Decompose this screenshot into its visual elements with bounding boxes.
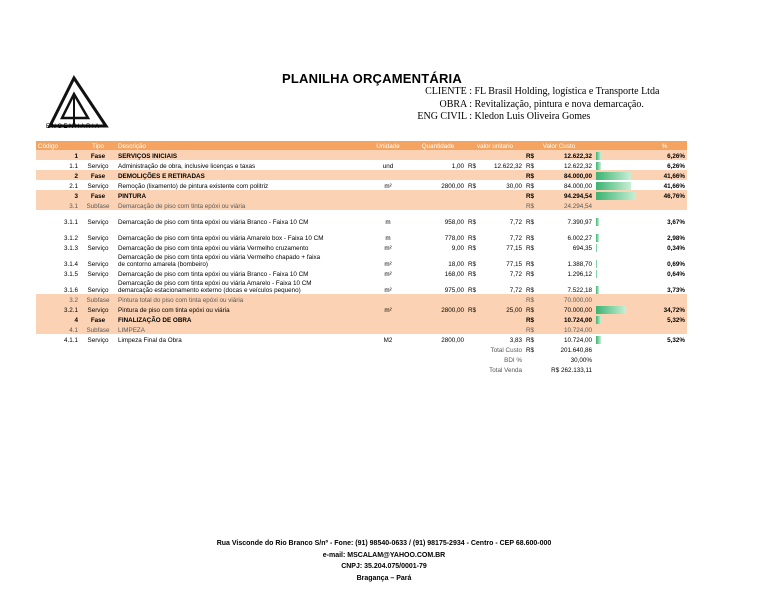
percent-bar <box>596 192 636 200</box>
row-currency: R$ <box>468 183 477 190</box>
bdi-label: BDI % <box>504 357 522 364</box>
row-currency: R$ <box>468 245 477 252</box>
row-currency: R$ <box>524 170 538 180</box>
row-description: LIMPEZA <box>116 324 366 334</box>
total-venda-row <box>36 364 687 374</box>
row-percent-bar <box>594 200 642 210</box>
row-type: Subfase <box>80 294 116 304</box>
col-codigo: Código <box>36 141 80 150</box>
row-currency: R$ <box>524 150 538 160</box>
table-row <box>36 160 687 170</box>
table-row <box>36 242 687 252</box>
row-quantity: 958,00 <box>444 219 464 226</box>
row-unit: m² <box>384 271 392 278</box>
row-type: Serviço <box>87 183 109 190</box>
row-cost: 10.724,00 <box>538 324 594 334</box>
row-percent: 2,98% <box>667 235 685 242</box>
row-currency <box>466 294 482 304</box>
row-unit: m² <box>384 245 392 252</box>
percent-bar <box>596 234 599 242</box>
row-unit-price: 12.622,32 <box>493 163 522 170</box>
row-percent-bar <box>594 170 642 180</box>
row-percent: 5,32% <box>667 337 685 344</box>
row-currency: R$ <box>526 337 535 344</box>
table-row <box>36 210 687 226</box>
row-currency: R$ <box>526 261 535 268</box>
row-quantity: 18,00 <box>448 261 464 268</box>
row-percent-bar <box>594 226 642 242</box>
row-quantity: 1,00 <box>451 163 464 170</box>
row-percent: 0,69% <box>667 261 685 268</box>
row-currency: R$ <box>526 287 535 294</box>
row-percent: 46,76% <box>642 190 687 200</box>
client-info <box>360 86 659 124</box>
row-description: Limpeza Final da Obra <box>118 337 182 344</box>
engineer-line: ENG CIVIL : Kledon Luis Oliveira Gomes <box>417 111 591 122</box>
row-description: Pintura de piso com tinta epóxi ou viária <box>116 304 366 314</box>
table-row <box>36 200 687 210</box>
row-cost: 1.296,12 <box>567 271 592 278</box>
row-quantity <box>410 324 466 334</box>
table-row <box>36 324 687 334</box>
row-description-line: Demarcação de piso com tinta epóxi ou viária Vermelho chapado + faixa <box>118 254 321 261</box>
table-row <box>36 304 687 314</box>
row-unit: m <box>385 219 391 226</box>
row-quantity <box>410 150 466 160</box>
bdi-row <box>36 354 687 364</box>
row-cost: 84.000,00 <box>563 183 592 190</box>
row-unit-price: 77,15 <box>506 245 522 252</box>
row-quantity <box>410 170 466 180</box>
row-unit-price: 7,72 <box>509 235 522 242</box>
row-code: 3.1.2 <box>63 235 78 242</box>
row-unit-price <box>482 170 524 180</box>
row-type: Fase <box>80 150 116 160</box>
row-unit <box>366 294 410 304</box>
row-unit <box>366 200 410 210</box>
table-row <box>36 226 687 242</box>
row-currency: R$ <box>524 324 538 334</box>
row-cost: 84.000,00 <box>538 170 594 180</box>
row-currency: R$ <box>526 235 535 242</box>
row-currency: R$ <box>526 183 535 190</box>
row-quantity: 778,00 <box>444 235 464 242</box>
table-row <box>36 334 687 344</box>
row-description: PINTURA <box>116 190 366 200</box>
row-code: 3.1.4 <box>63 261 78 268</box>
table-row <box>36 294 687 304</box>
row-cost: 12.622,32 <box>563 163 592 170</box>
row-percent-bar <box>594 190 642 200</box>
total-custo-value: 201.640,86 <box>560 347 592 354</box>
row-unit <box>366 150 410 160</box>
footer-email: e-mail: MSCALAM@YAHOO.COM.BR <box>322 551 446 559</box>
row-description: SERVIÇOS INICIAIS <box>116 150 366 160</box>
row-percent <box>642 294 687 304</box>
row-code: 3 <box>36 190 80 200</box>
row-description <box>116 252 366 268</box>
row-percent-bar <box>594 324 642 334</box>
row-cost: 10.724,00 <box>563 337 592 344</box>
row-quantity <box>410 200 466 210</box>
row-quantity <box>410 314 466 324</box>
row-code: 2 <box>36 170 80 180</box>
row-description <box>116 278 366 294</box>
row-currency: R$ <box>524 304 538 314</box>
row-cost: 12.622,32 <box>538 150 594 160</box>
row-description: Pintura total do piso com tinta epóxi ou viária <box>116 294 366 304</box>
row-currency: R$ <box>468 219 477 226</box>
percent-bar <box>596 270 597 278</box>
row-percent: 6,26% <box>642 150 687 160</box>
row-percent-bar <box>594 334 642 344</box>
table-row <box>36 190 687 200</box>
row-currency: R$ <box>524 190 538 200</box>
row-percent-bar <box>594 294 642 304</box>
total-venda-value: R$ 262.133,11 <box>551 367 592 374</box>
row-type: Serviço <box>80 304 116 314</box>
row-unit-price <box>482 200 524 210</box>
percent-bar <box>596 172 631 180</box>
row-description: FINALIZAÇÃO DE OBRA <box>116 314 366 324</box>
row-quantity: 9,00 <box>451 245 464 252</box>
row-percent-bar <box>594 268 642 278</box>
row-unit-price: 7,72 <box>509 287 522 294</box>
footer <box>0 538 768 584</box>
row-currency: R$ <box>526 245 535 252</box>
row-unit: und <box>382 163 394 170</box>
col-descricao: Descrição <box>116 141 366 150</box>
row-percent-bar <box>594 242 642 252</box>
row-code: 2.1 <box>69 183 78 190</box>
row-quantity <box>410 190 466 200</box>
col-valor-custo: Valor Custo <box>524 141 594 150</box>
row-percent: 5,32% <box>642 314 687 324</box>
footer-address: Rua Visconde do Rio Branco S/nº - Fone: (91) 98540-0633 / (91) 98175-2934 - Centro - CEP 68.600-000 <box>216 540 552 547</box>
percent-bar <box>596 336 601 344</box>
row-cost: 1.388,70 <box>567 261 592 268</box>
row-unit-price: 77,15 <box>506 261 522 268</box>
row-unit-price: 25,00 <box>482 304 524 314</box>
row-unit: M2 <box>383 337 393 344</box>
row-percent: 6,26% <box>667 163 685 170</box>
row-percent-bar <box>594 210 642 226</box>
row-currency <box>466 150 482 160</box>
row-cost: 7.522,18 <box>567 287 592 294</box>
row-type: Subfase <box>80 324 116 334</box>
col-quantidade: Quantidade <box>410 141 466 150</box>
row-quantity: 2800,00 <box>441 183 464 190</box>
percent-bar <box>596 260 597 268</box>
table-row <box>36 150 687 160</box>
percent-bar <box>596 244 597 252</box>
row-type: Fase <box>80 314 116 324</box>
row-unit-price <box>482 150 524 160</box>
row-type: Fase <box>80 190 116 200</box>
row-currency <box>466 334 482 344</box>
percent-bar <box>596 286 599 294</box>
row-type: Serviço <box>87 261 109 268</box>
row-type: Serviço <box>87 245 109 252</box>
row-percent: 34,72% <box>642 304 687 314</box>
row-unit <box>366 170 410 180</box>
table-row <box>36 278 687 294</box>
row-currency: R$ <box>466 304 482 314</box>
row-unit <box>366 190 410 200</box>
row-description: Demarcação de piso com tinta epóxi ou viária Vermelho cruzamento <box>118 245 309 252</box>
row-code: 1.1 <box>69 163 78 170</box>
row-unit <box>366 314 410 324</box>
row-code: 3.2.1 <box>36 304 80 314</box>
row-type: Serviço <box>87 271 109 278</box>
row-percent-bar <box>594 304 642 314</box>
row-description: Demarcação de piso com tinta epóxi ou viária Branco - Faixa 10 CM <box>118 219 309 226</box>
table-row <box>36 314 687 324</box>
row-unit-price: 3,83 <box>509 337 522 344</box>
row-type: Subfase <box>80 200 116 210</box>
row-currency: R$ <box>468 287 477 294</box>
row-description-line: demarcação estacionamento externo (docas e veículos pequeno) <box>118 287 301 294</box>
row-unit <box>366 324 410 334</box>
row-cost: 70.000,00 <box>538 304 594 314</box>
percent-bar <box>596 152 601 160</box>
row-percent-bar <box>594 150 642 160</box>
row-type: Serviço <box>87 219 109 226</box>
row-currency: R$ <box>468 235 477 242</box>
row-percent: 41,66% <box>663 183 685 190</box>
row-description-line: Demarcação de piso com tinta epóxi ou viária Amarelo - Faixa 10 CM <box>118 280 312 287</box>
row-cost: 7.390,97 <box>567 219 592 226</box>
row-description: Demarcação de piso com tinta epóxi ou viária Amarelo box - Faixa 10 CM <box>118 235 324 242</box>
row-description-line: de contorno amarela (bombeiro) <box>118 261 208 268</box>
row-description: Remoção (lixamento) de pintura existente com politriz <box>118 183 269 190</box>
row-code: 4.1.1 <box>63 337 78 344</box>
row-code: 3.1.3 <box>63 245 78 252</box>
row-unit-price: 30,00 <box>506 183 522 190</box>
row-percent-bar <box>594 278 642 294</box>
table-row <box>36 268 687 278</box>
row-unit-price: 7,72 <box>509 271 522 278</box>
row-unit-price <box>482 294 524 304</box>
row-code: 3.1.5 <box>63 271 78 278</box>
row-cost: 694,35 <box>572 245 592 252</box>
row-unit: m² <box>384 183 392 190</box>
logo-text: ENGENHARIA <box>46 124 101 130</box>
footer-cnpj: CNPJ: 35.204.075/0001-79 <box>341 563 427 570</box>
total-venda-label: Total Venda <box>489 367 522 374</box>
row-percent <box>642 200 687 210</box>
footer-city: Bragança – Pará <box>356 574 412 582</box>
row-code: 3.1 <box>36 200 80 210</box>
row-percent: 3,73% <box>667 287 685 294</box>
row-type: Serviço <box>87 287 109 294</box>
row-currency <box>466 170 482 180</box>
row-unit: m <box>385 235 391 242</box>
row-percent: 3,67% <box>667 219 685 226</box>
row-percent: 0,34% <box>667 245 685 252</box>
bdi-value: 30,00% <box>570 357 592 364</box>
row-percent: 41,66% <box>642 170 687 180</box>
row-unit-price <box>482 190 524 200</box>
row-code: 3.1.1 <box>63 219 78 226</box>
percent-bar <box>596 306 626 314</box>
row-currency: R$ <box>524 294 538 304</box>
table-row <box>36 170 687 180</box>
total-custo-row: Total Custo R$ 201.640,86 <box>36 344 687 354</box>
percent-bar <box>596 162 601 170</box>
table-header <box>36 141 687 150</box>
row-percent: 0,64% <box>667 271 685 278</box>
row-description: Demarcação de piso com tinta epóxi ou viária <box>116 200 366 210</box>
row-percent-bar <box>594 252 642 268</box>
row-currency <box>466 314 482 324</box>
table-row <box>36 180 687 190</box>
row-cost: 70.000,00 <box>538 294 594 304</box>
row-currency: R$ <box>468 261 477 268</box>
row-type: Serviço <box>87 163 109 170</box>
budget-table <box>36 141 687 374</box>
row-unit: m² <box>384 261 392 268</box>
col-tipo: Tipo <box>80 141 116 150</box>
row-cost: 10.724,00 <box>538 314 594 324</box>
row-code: 4 <box>36 314 80 324</box>
row-currency: R$ <box>524 200 538 210</box>
row-currency: R$ <box>526 271 535 278</box>
row-unit: m² <box>384 287 392 294</box>
row-unit: m² <box>366 304 410 314</box>
row-unit-price <box>482 324 524 334</box>
row-quantity: 975,00 <box>444 287 464 294</box>
work-line: OBRA : Revitalização, pintura e nova demarcação. <box>439 98 644 110</box>
row-unit-price <box>482 314 524 324</box>
client-line: CLIENTE : FL Brasil Holding, logística e Transporte Ltda <box>425 86 660 97</box>
row-type: Serviço <box>87 337 109 344</box>
col-percent: % <box>642 141 687 150</box>
row-quantity: 168,00 <box>444 271 464 278</box>
row-code: 3.2 <box>36 294 80 304</box>
page-title: PLANILHA ORÇAMENTÁRIA <box>282 71 462 86</box>
table-row <box>36 252 687 268</box>
row-cost: 24.294,54 <box>538 200 594 210</box>
row-description: Demarcação de piso com tinta epóxi ou viária Branco - Faixa 10 CM <box>118 271 309 278</box>
row-cost: 6.002,27 <box>567 235 592 242</box>
row-currency: R$ <box>526 219 535 226</box>
row-description: Administração de obra, inclusive licenças e taxas <box>118 163 256 170</box>
row-percent <box>642 324 687 334</box>
row-code: 1 <box>36 150 80 160</box>
row-code: 3.1.6 <box>63 287 78 294</box>
row-currency <box>466 324 482 334</box>
row-currency: R$ <box>524 314 538 324</box>
row-description: DEMOLIÇÕES E RETIRADAS <box>116 170 366 180</box>
row-quantity: 2800,00 <box>410 304 466 314</box>
total-custo-label: Total Custo <box>490 347 522 354</box>
row-percent-bar <box>594 180 642 190</box>
row-type: Fase <box>80 170 116 180</box>
percent-bar <box>596 316 601 324</box>
row-currency: R$ <box>468 163 477 170</box>
percent-bar <box>596 182 631 190</box>
row-code: 4.1 <box>36 324 80 334</box>
row-quantity <box>410 294 466 304</box>
row-currency <box>466 190 482 200</box>
row-currency: R$ <box>468 271 477 278</box>
col-unidade: Unidade <box>366 141 410 150</box>
row-percent-bar <box>594 314 642 324</box>
col-valor-unitario: valor unitario <box>466 141 524 150</box>
row-cost: 94.294,54 <box>538 190 594 200</box>
percent-bar <box>596 218 599 226</box>
row-unit-price: 7,72 <box>509 219 522 226</box>
row-quantity: 2800,00 <box>441 337 464 344</box>
row-type: Serviço <box>87 235 109 242</box>
row-currency <box>466 200 482 210</box>
row-currency: R$ <box>526 163 535 170</box>
row-percent-bar <box>594 160 642 170</box>
